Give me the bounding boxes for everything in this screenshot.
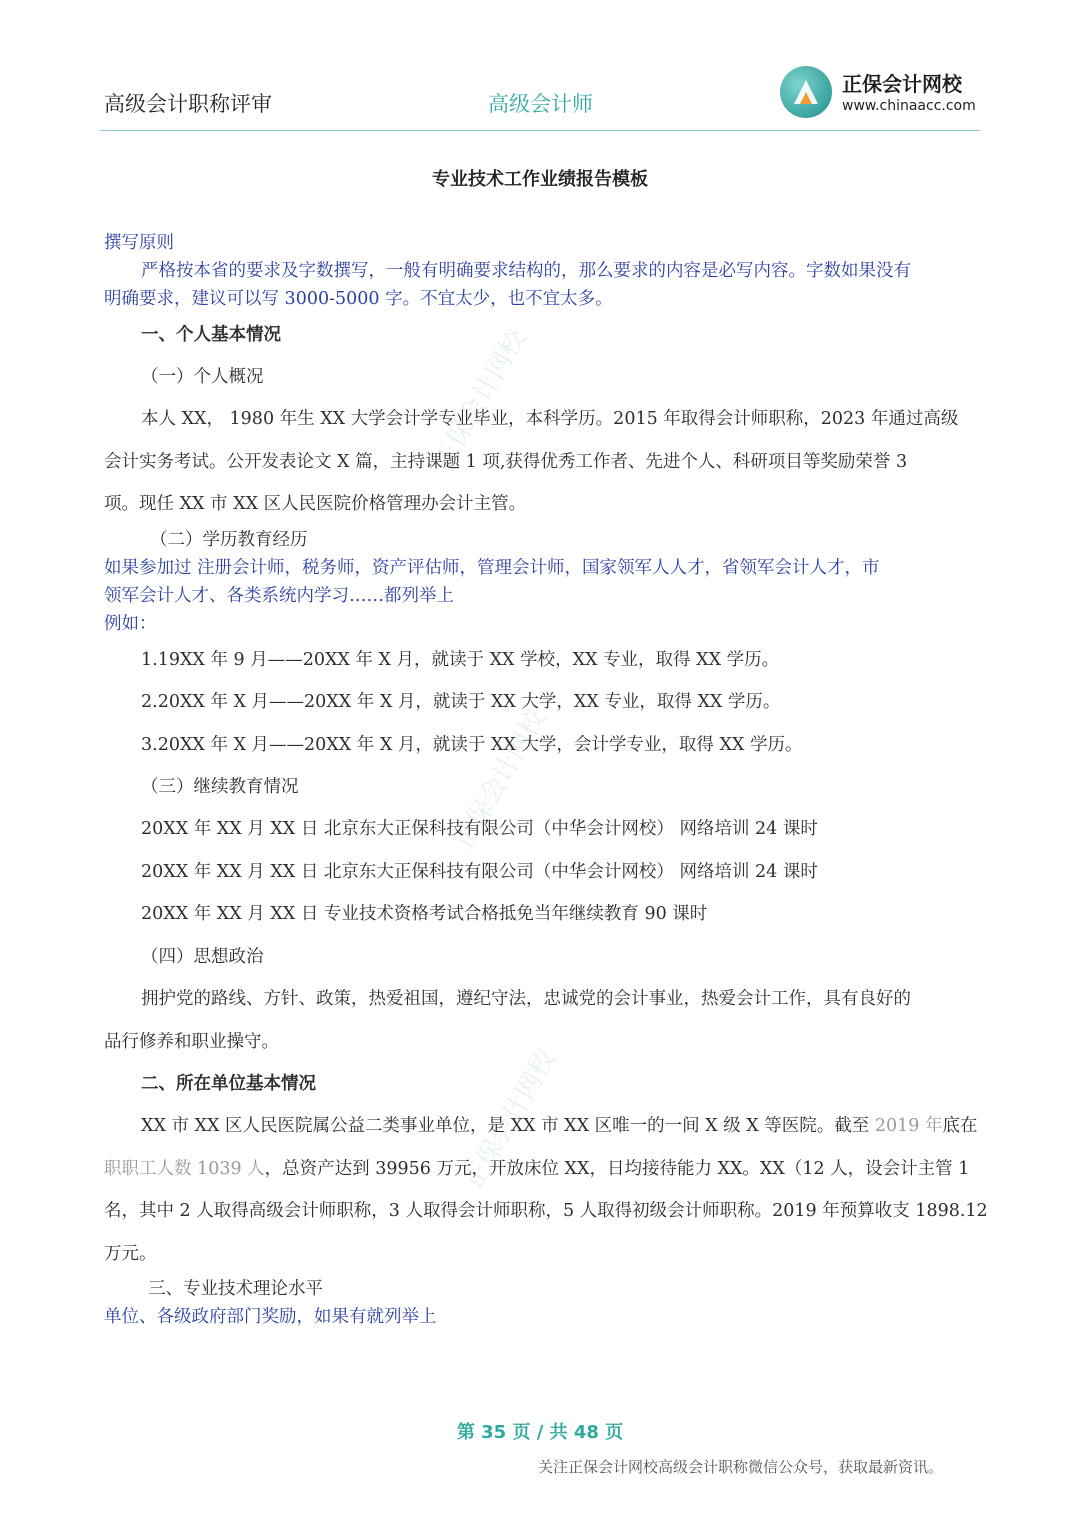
- hint-line: 单位、各级政府部门奖励，如果有就列举上: [104, 1307, 437, 1327]
- section-heading: 二、所在单位基本情况: [141, 1074, 316, 1094]
- list-item: 1.19XX 年 9 月——20XX 年 X 月，就读于 XX 学校，XX 专业，取得 XX 学历。: [141, 650, 780, 670]
- paragraph-line: 名，其中 2 人取得高级会计师职称，3 人取得会计师职称，5 人取得初级会计师职称。2019 年预算收支 1898.12: [104, 1201, 988, 1221]
- list-item: 20XX 年 XX 月 XX 日 北京东大正保科技有限公司（中华会计网校） 网络培训 24 课时: [141, 819, 818, 839]
- page-title: 专业技术工作业绩报告模板: [432, 169, 648, 190]
- text-span: ，总资产达到 39956 万元，开放床位 XX，日均接待能力 XX。XX（12 人，设会计主管 1: [264, 1159, 970, 1179]
- hint-line: 领军会计人才、各类系统内学习……都列举上: [104, 586, 454, 606]
- brand-logo[interactable]: [780, 66, 980, 122]
- header-center-title: 高级会计师: [488, 92, 593, 116]
- text-span: 底在: [942, 1116, 978, 1136]
- principle-line: 严格按本省的要求及字数撰写，一般有明确要求结构的，那么要求的内容是必写内容。字数如果没有: [141, 261, 911, 281]
- watermark-text: 正保会计网校: [428, 324, 533, 475]
- paragraph-line: 会计实务考试。公开发表论文 X 篇，主持课题 1 项,获得优秀工作者、先进个人、科研项目等奖励荣誉 3: [104, 452, 908, 472]
- paragraph-line: 品行修养和职业操守。: [104, 1032, 279, 1052]
- logo-icon: [780, 66, 832, 118]
- list-item: 20XX 年 XX 月 XX 日 专业技术资格考试合格抵免当年继续教育 90 课时: [141, 904, 708, 924]
- text-span: 职职工人数 1039 人: [104, 1159, 265, 1179]
- text-span: XX 市 XX 区人民医院属公益二类事业单位，是 XX 市 XX 区唯一的一间 X 级 X 等医院。截至: [141, 1116, 875, 1136]
- brand-name: 正保会计网校: [842, 72, 962, 96]
- hint-line: 如果参加过 注册会计师，税务师，资产评估师，管理会计师，国家领军人人才，省领军会计人才，市: [104, 558, 880, 578]
- principle-line: 明确要求，建议可以写 3000-5000 字。不宜太少，也不宜太多。: [104, 289, 613, 309]
- subsection-heading: （三）继续教育情况: [141, 777, 299, 797]
- paragraph-line: 拥护党的路线、方针、政策，热爱祖国，遵纪守法，忠诚党的会计事业，热爱会计工作，具有良好的: [141, 989, 911, 1009]
- paragraph-line: [104, 1155, 969, 1183]
- header-divider: [100, 130, 980, 131]
- paragraph-line: 万元。: [104, 1244, 157, 1264]
- watermark-text: 正保会计网校: [448, 704, 553, 855]
- section-heading: 一、个人基本情况: [141, 325, 281, 345]
- page-number: 第 35 页 / 共 48 页: [456, 1422, 624, 1443]
- list-item: 2.20XX 年 X 月——20XX 年 X 月，就读于 XX 大学，XX 专业，取得 XX 学历。: [141, 692, 781, 712]
- example-label: 例如：: [104, 614, 157, 634]
- subsection-heading: （一）个人概况: [141, 367, 264, 387]
- subsection-heading: （二）学历教育经历: [150, 530, 308, 550]
- watermark-text: 正保会计网校: [458, 1044, 563, 1195]
- list-item: 3.20XX 年 X 月——20XX 年 X 月，就读于 XX 大学，会计学专业，取得 XX 学历。: [141, 735, 803, 755]
- header-left-title: 高级会计职称评审: [104, 92, 272, 116]
- paragraph-line: 本人 XX， 1980 年生 XX 大学会计学专业毕业，本科学历。2015 年取得会计师职称，2023 年通过高级: [141, 409, 959, 429]
- footer-note: 关注正保会计网校高级会计职称微信公众号，获取最新资讯。: [538, 1458, 944, 1476]
- paragraph-line: 项。现任 XX 市 XX 区人民医院价格管理办会计主管。: [104, 494, 527, 514]
- list-item: 20XX 年 XX 月 XX 日 北京东大正保科技有限公司（中华会计网校） 网络培训 24 课时: [141, 862, 818, 882]
- paragraph-line: [141, 1112, 977, 1140]
- section-heading: 三、专业技术理论水平: [148, 1279, 323, 1299]
- principle-heading: 撰写原则: [104, 233, 174, 253]
- subsection-heading: （四）思想政治: [141, 947, 264, 967]
- text-span: 2019 年: [874, 1116, 943, 1136]
- brand-url: www.chinaacc.com: [842, 98, 976, 114]
